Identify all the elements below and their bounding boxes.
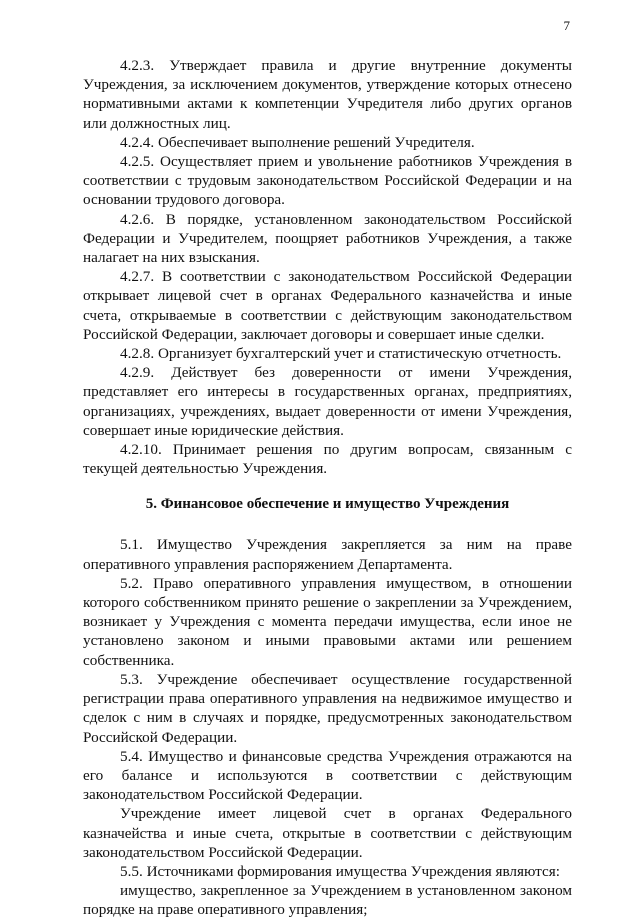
paragraph-5-4-accounts: Учреждение имеет лицевой счет в органах Федерального казначейства и иные счета, открытые в соответствии с действующим законодательством Российской Федерации. [83,805,572,861]
section-heading-5: 5. Финансовое обеспечение и имущество Учреждения [145,496,510,513]
paragraph-5-5: 5.5. Источниками формирования имущества Учреждения являются: [120,862,560,880]
paragraph-4-2-6: 4.2.6. В порядке, установленном законодательством Российской Федерации и Учредителем, поощряет работников Учреждения, а также налагает на них взыскания. [83,210,572,267]
paragraph-5-3: 5.3. Учреждение обеспечивает осуществление государственной регистрации права оперативного управления на недвижимое имущество и сделок с ним в случаях и порядке, предусмотренных законодательством Российской Федерации. [83,670,572,746]
document-body [83,56,572,920]
paragraph-5-2: 5.2. Право оперативного управления имуществом, в отношении которого собственником принято решение о закреплении за Учреждением, возникает у Учреждения с момента передачи имущества, если иное не установлено законом и иными правовыми актами или решением собственника. [83,574,572,669]
paragraph-4-2-9: 4.2.9. Действует без доверенности от имени Учреждения, представляет его интересы в государственных органах, предприятиях, организациях, учреждениях, выдает доверенности от имени Учреждения, совершает иные юридические действия. [83,364,572,439]
paragraph-5-1: 5.1. Имущество Учреждения закрепляется за ним на праве оперативного управления распоряжением Департамента. [83,536,572,573]
paragraph-5-4: 5.4. Имущество и финансовые средства Учреждения отражаются на его балансе и используются в соответствии с действующим законодательством Российской Федерации. [83,747,572,804]
paragraph-4-2-4: 4.2.4. Обеспечивает выполнение решений Учредителя. [120,133,475,151]
page-number: 7 [563,18,570,33]
paragraph-4-2-3: 4.2.3. Утверждает правила и другие внутренние документы Учреждения, за исключением документов, утверждение которых отнесено нормативными актами к компетенции Учредителя либо других органов или должностных лиц. [83,57,572,132]
paragraph-4-2-8: 4.2.8. Организует бухгалтерский учет и статистическую отчетность. [120,345,562,363]
paragraph-5-5-item-1: имущество, закрепленное за Учреждением в установленном законом порядке на праве оперативного управления; [83,882,572,919]
paragraph-4-2-7: 4.2.7. В соответствии с законодательством Российской Федерации открывает лицевой счет в органах Федерального казначейства и иные счета, открываемые в соответствии с действующим законодательством Российской Федерации, заключает договоры и совершает иные сделки. [83,268,572,343]
paragraph-4-2-10: 4.2.10. Принимает решения по другим вопросам, связанным с текущей деятельностью Учреждения. [83,441,572,478]
paragraph-4-2-5: 4.2.5. Осуществляет прием и увольнение работников Учреждения в соответствии с трудовым законодательством Российской Федерации и на основании трудового договора. [83,153,572,209]
